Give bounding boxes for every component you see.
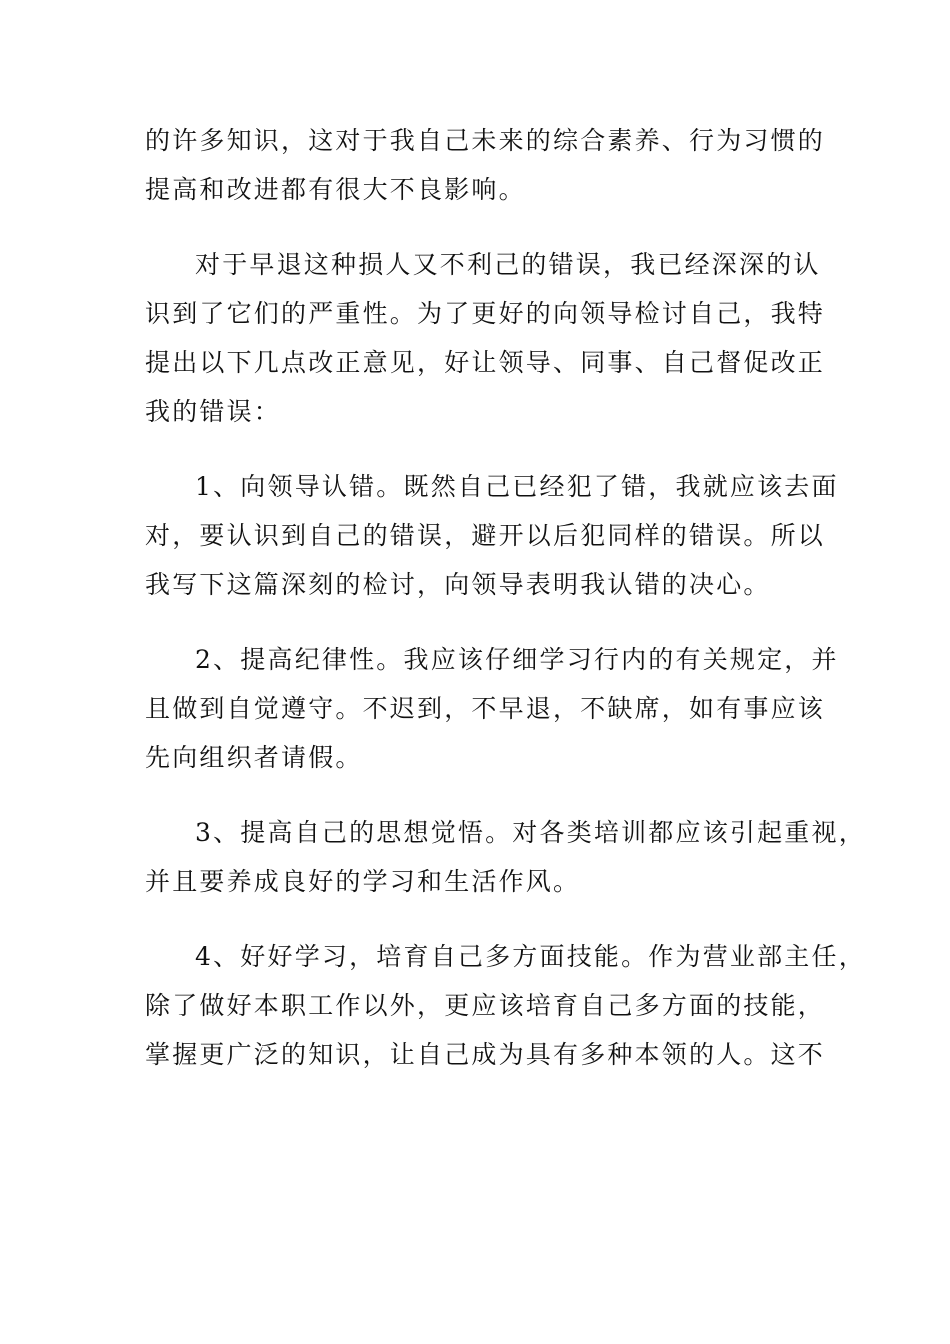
text-line: 对，要认识到自己的错误，避开以后犯同样的错误。所以 xyxy=(145,521,826,550)
text-line: 掌握更广泛的知识，让自己成为具有多种本领的人。这不 xyxy=(145,1040,826,1069)
text-line: 我的错误： xyxy=(145,397,282,426)
text-line: 1、向领导认错。既然自己已经犯了错，我就应该去面 xyxy=(195,472,839,501)
text-line: 4、好好学习，培育自己多方面技能。作为营业部主任， xyxy=(195,942,866,971)
paragraph-2 xyxy=(145,252,835,424)
text-line: 并且要养成良好的学习和生活作风。 xyxy=(145,867,581,896)
text-line: 先向组织者请假。 xyxy=(145,743,363,772)
text-line: 识到了它们的严重性。为了更好的向领导检讨自己，我特 xyxy=(145,299,826,328)
paragraph-6 xyxy=(145,942,866,1069)
document-page xyxy=(145,126,866,1117)
paragraph-5 xyxy=(145,818,866,896)
text-line: 除了做好本职工作以外，更应该培育自己多方面的技能， xyxy=(145,991,826,1020)
paragraph-3 xyxy=(145,472,839,599)
paragraph-4 xyxy=(145,645,839,772)
text-line: 对于早退这种损人又不利己的错误，我已经深深的认 xyxy=(195,250,821,279)
text-line: 的许多知识，这对于我自己未来的综合素养、行为习惯的 xyxy=(145,126,826,155)
paragraph-1 xyxy=(145,128,835,202)
text-line: 我写下这篇深刻的检讨，向领导表明我认错的决心。 xyxy=(145,570,771,599)
text-line: 2、提高纪律性。我应该仔细学习行内的有关规定，并 xyxy=(195,645,839,674)
text-line: 提高和改进都有很大不良影响。 xyxy=(145,175,526,204)
text-line: 且做到自觉遵守。不迟到，不早退，不缺席，如有事应该 xyxy=(145,694,826,723)
text-line: 3、提高自己的思想觉悟。对各类培训都应该引起重视， xyxy=(195,818,866,847)
text-line: 提出以下几点改正意见，好让领导、同事、自己督促改正 xyxy=(145,348,826,377)
